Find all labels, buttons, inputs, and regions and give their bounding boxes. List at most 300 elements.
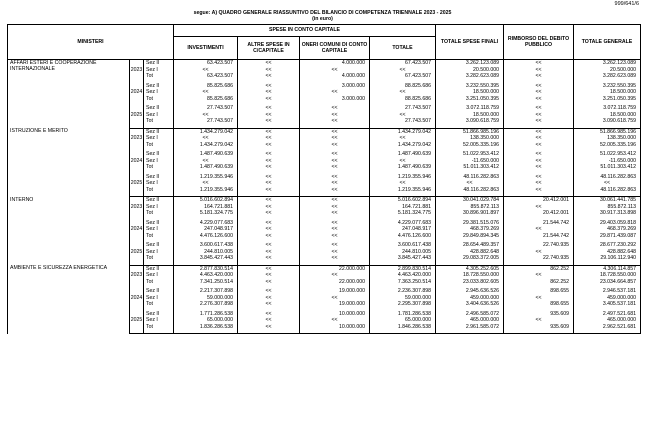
cell-investimenti: 65.000.000 <box>174 317 238 324</box>
cell-oneri-comuni: << <box>300 317 370 324</box>
cell-investimenti: 85.825.686 <box>174 96 238 103</box>
cell-oneri-comuni: << <box>300 89 370 96</box>
cell-totale-spese-finali: 23.033.802.605 <box>436 279 504 286</box>
sezione-label: Sez II <box>144 265 174 272</box>
cell-totale-spese-finali: 138.350.000 <box>436 135 504 142</box>
year-label: 2024 <box>130 83 144 103</box>
cell-oneri-comuni: << <box>300 135 370 142</box>
year-label: 2025 <box>130 311 144 331</box>
cell-altre-spese: << <box>238 89 300 96</box>
sezione-label: Sez I <box>144 89 174 96</box>
cell-oneri-comuni: 4.000.000 <box>300 73 370 80</box>
cell-oneri-comuni: 10.000.000 <box>300 324 370 331</box>
cell-rimborso: 935.609 <box>504 324 574 331</box>
cell-rimborso: << <box>504 83 574 90</box>
cell-totale: 1.219.355.946 <box>370 187 436 194</box>
cell-investimenti: 247.048.917 <box>174 226 238 233</box>
cell-investimenti: 1.487.490.639 <box>174 151 238 158</box>
cell-totale: 164.721.881 <box>370 204 436 211</box>
cell-rimborso: << <box>504 67 574 74</box>
cell-altre-spese: << <box>238 317 300 324</box>
cell-rimborso: << <box>504 89 574 96</box>
cell-totale-spese-finali: 18.728.550.000 <box>436 272 504 279</box>
year-label: 2025 <box>130 242 144 262</box>
cell-totale-spese-finali: 52.005.335.196 <box>436 142 504 149</box>
cell-altre-spese: << <box>238 255 300 262</box>
cell-altre-spese: << <box>238 135 300 142</box>
sezione-label: Sez I <box>144 112 174 119</box>
cell-altre-spese: << <box>238 204 300 211</box>
cell-investimenti: 1.836.286.538 <box>174 324 238 331</box>
cell-oneri-comuni: << <box>300 220 370 227</box>
cell-investimenti: 7.341.250.514 <box>174 279 238 286</box>
cell-rimborso: << <box>504 204 574 211</box>
header-spese-conto-capitale: SPESE IN CONTO CAPITALE <box>174 25 436 37</box>
cell-altre-spese: << <box>238 128 300 135</box>
cell-totale: 5.181.324.775 <box>370 210 436 217</box>
cell-rimborso: << <box>504 272 574 279</box>
cell-rimborso: << <box>504 142 574 149</box>
cell-investimenti: 1.434.279.042 <box>174 142 238 149</box>
sezione-label: Tot <box>144 279 174 286</box>
sezione-label: Tot <box>144 73 174 80</box>
cell-altre-spese: << <box>238 60 300 67</box>
cell-totale-spese-finali: 28.654.489.357 <box>436 242 504 249</box>
cell-totale-spese-finali: 855.872.113 <box>436 204 504 211</box>
cell-rimborso: << <box>504 164 574 171</box>
cell-altre-spese: << <box>238 112 300 119</box>
cell-totale: 1.487.490.639 <box>370 151 436 158</box>
cell-totale-spese-finali: << <box>436 180 504 187</box>
cell-investimenti: 27.743.507 <box>174 105 238 112</box>
ministry-name: AMBIENTE E SICUREZZA ENERGETICA <box>8 265 130 334</box>
cell-totale-spese-finali: 2.945.636.526 <box>436 288 504 295</box>
cell-totale-spese-finali: 51.866.985.196 <box>436 128 504 135</box>
cell-oneri-comuni: << <box>300 197 370 204</box>
sezione-label: Sez II <box>144 83 174 90</box>
sezione-label: Tot <box>144 233 174 240</box>
cell-rimborso: 862.252 <box>504 265 574 272</box>
cell-totale: << <box>370 180 436 187</box>
cell-oneri-comuni: 19.000.000 <box>300 301 370 308</box>
cell-totale: 65.000.000 <box>370 317 436 324</box>
cell-rimborso: 20.412.001 <box>504 197 574 204</box>
year-label: 2024 <box>130 151 144 171</box>
sezione-label: Sez II <box>144 311 174 318</box>
year-label: 2024 <box>130 220 144 240</box>
cell-investimenti: 1.219.355.946 <box>174 187 238 194</box>
cell-totale: << <box>370 135 436 142</box>
cell-rimborso: 20.412.001 <box>504 210 574 217</box>
sezione-label: Sez II <box>144 105 174 112</box>
cell-rimborso: << <box>504 96 574 103</box>
sezione-label: Sez I <box>144 158 174 165</box>
cell-oneri-comuni: << <box>300 67 370 74</box>
table-body <box>8 60 641 334</box>
cell-oneri-comuni: 10.000.000 <box>300 311 370 318</box>
cell-totale-generale: 28.677.230.292 <box>574 242 641 249</box>
cell-altre-spese: << <box>238 105 300 112</box>
cell-investimenti: 63.423.507 <box>174 60 238 67</box>
cell-totale-generale: 48.116.282.863 <box>574 174 641 181</box>
cell-totale-spese-finali: 3.262.123.089 <box>436 60 504 67</box>
sezione-label: Sez I <box>144 295 174 302</box>
cell-totale: 2.295.307.898 <box>370 301 436 308</box>
cell-totale-generale: 52.005.335.196 <box>574 142 641 149</box>
cell-altre-spese: << <box>238 295 300 302</box>
cell-oneri-comuni: 3.000.000 <box>300 96 370 103</box>
year-label: 2024 <box>130 288 144 308</box>
cell-altre-spese: << <box>238 324 300 331</box>
cell-oneri-comuni: << <box>300 142 370 149</box>
cell-altre-spese: << <box>238 180 300 187</box>
header-oneri-comuni: ONERI COMUNI DI CONTO CAPITALE <box>300 37 370 60</box>
cell-totale: 59.000.000 <box>370 295 436 302</box>
table-row <box>8 197 641 204</box>
sezione-label: Tot <box>144 301 174 308</box>
cell-investimenti: 4.476.126.600 <box>174 233 238 240</box>
cell-oneri-comuni: 22.000.000 <box>300 265 370 272</box>
cell-rimborso: << <box>504 317 574 324</box>
cell-oneri-comuni: << <box>300 128 370 135</box>
cell-investimenti: 2.877.830.514 <box>174 265 238 272</box>
page-title <box>0 10 645 22</box>
cell-totale: 1.219.355.946 <box>370 174 436 181</box>
sezione-label: Sez I <box>144 204 174 211</box>
year-label: 2025 <box>130 105 144 125</box>
cell-totale-generale: << <box>574 180 641 187</box>
header-investimenti: INVESTIMENTI <box>174 37 238 60</box>
cell-rimborso: << <box>504 73 574 80</box>
table-row <box>8 265 641 272</box>
cell-totale: 244.810.005 <box>370 249 436 256</box>
cell-totale: 67.423.507 <box>370 60 436 67</box>
cell-totale: 88.825.686 <box>370 83 436 90</box>
cell-investimenti: 1.487.490.639 <box>174 164 238 171</box>
cell-rimborso: << <box>504 151 574 158</box>
cell-investimenti: 85.825.686 <box>174 83 238 90</box>
cell-totale: 3.845.427.443 <box>370 255 436 262</box>
cell-totale-generale: 30.917.313.898 <box>574 210 641 217</box>
cell-totale-generale: 428.882.648 <box>574 249 641 256</box>
cell-totale: 5.016.602.894 <box>370 197 436 204</box>
cell-rimborso: 862.252 <box>504 279 574 286</box>
cell-totale-generale: 3.282.623.089 <box>574 73 641 80</box>
cell-totale: 67.423.507 <box>370 73 436 80</box>
cell-rimborso: << <box>504 180 574 187</box>
sezione-label: Sez I <box>144 272 174 279</box>
cell-altre-spese: << <box>238 187 300 194</box>
cell-altre-spese: << <box>238 164 300 171</box>
cell-altre-spese: << <box>238 83 300 90</box>
cell-totale-generale: -11.650.000 <box>574 158 641 165</box>
cell-rimborso: 898.655 <box>504 301 574 308</box>
cell-altre-spese: << <box>238 151 300 158</box>
sezione-label: Sez II <box>144 242 174 249</box>
cell-totale-spese-finali: 18.500.000 <box>436 89 504 96</box>
cell-rimborso: << <box>504 174 574 181</box>
cell-totale-spese-finali: 3.090.618.759 <box>436 118 504 125</box>
cell-oneri-comuni: << <box>300 112 370 119</box>
ministry-name: INTERNO <box>8 197 130 266</box>
cell-totale: 4.476.126.600 <box>370 233 436 240</box>
cell-oneri-comuni: << <box>300 105 370 112</box>
sezione-label: Tot <box>144 255 174 262</box>
cell-oneri-comuni: << <box>300 295 370 302</box>
header-totale-spese-finali: TOTALE SPESE FINALI <box>436 25 504 60</box>
cell-totale: 2.899.830.514 <box>370 265 436 272</box>
cell-altre-spese: << <box>238 67 300 74</box>
cell-totale-generale: 23.034.664.857 <box>574 279 641 286</box>
cell-rimborso: 935.609 <box>504 311 574 318</box>
cell-investimenti: 27.743.507 <box>174 118 238 125</box>
cell-totale-spese-finali: 30.896.901.897 <box>436 210 504 217</box>
budget-table <box>7 24 641 334</box>
cell-totale-generale: 3.090.618.759 <box>574 118 641 125</box>
cell-investimenti: 59.000.000 <box>174 295 238 302</box>
sezione-label: Tot <box>144 142 174 149</box>
cell-investimenti: 5.181.324.775 <box>174 210 238 217</box>
year-label: 2025 <box>130 174 144 194</box>
cell-totale-spese-finali: 428.882.648 <box>436 249 504 256</box>
cell-totale-generale: 465.000.000 <box>574 317 641 324</box>
cell-totale-spese-finali: 3.072.118.759 <box>436 105 504 112</box>
cell-totale-spese-finali: 2.496.585.072 <box>436 311 504 318</box>
cell-oneri-comuni: 22.000.000 <box>300 279 370 286</box>
cell-rimborso: << <box>504 295 574 302</box>
cell-investimenti: 1.434.279.042 <box>174 128 238 135</box>
cell-totale-generale: 3.262.123.089 <box>574 60 641 67</box>
cell-totale: 247.048.917 <box>370 226 436 233</box>
cell-totale-spese-finali: 468.379.269 <box>436 226 504 233</box>
cell-altre-spese: << <box>238 118 300 125</box>
cell-rimborso: << <box>504 249 574 256</box>
cell-oneri-comuni: << <box>300 272 370 279</box>
cell-investimenti: 1.771.286.538 <box>174 311 238 318</box>
cell-oneri-comuni: 3.000.000 <box>300 83 370 90</box>
cell-totale-generale: 48.116.282.863 <box>574 187 641 194</box>
cell-totale-generale: 3.405.537.181 <box>574 301 641 308</box>
cell-totale-spese-finali: 3.232.550.395 <box>436 83 504 90</box>
cell-oneri-comuni: << <box>300 158 370 165</box>
cell-oneri-comuni: << <box>300 204 370 211</box>
header-rimborso-debito: RIMBORSO DEL DEBITO PUBBLICO <box>504 25 574 60</box>
year-label: 2023 <box>130 265 144 285</box>
cell-totale-generale: 29.106.112.940 <box>574 255 641 262</box>
cell-oneri-comuni: << <box>300 242 370 249</box>
cell-totale-generale: 18.500.000 <box>574 89 641 96</box>
cell-investimenti: 1.219.355.946 <box>174 174 238 181</box>
cell-totale-spese-finali: 51.011.303.412 <box>436 164 504 171</box>
cell-totale-spese-finali: -11.650.000 <box>436 158 504 165</box>
cell-rimborso: 22.740.935 <box>504 242 574 249</box>
cell-totale-spese-finali: 18.500.000 <box>436 112 504 119</box>
cell-totale: 1.487.490.639 <box>370 164 436 171</box>
cell-totale-spese-finali: 30.041.029.784 <box>436 197 504 204</box>
cell-totale-spese-finali: 3.404.636.526 <box>436 301 504 308</box>
cell-oneri-comuni: << <box>300 174 370 181</box>
cell-totale: 1.434.279.042 <box>370 142 436 149</box>
cell-totale-generale: 3.232.550.395 <box>574 83 641 90</box>
cell-totale: 88.825.686 <box>370 96 436 103</box>
cell-altre-spese: << <box>238 174 300 181</box>
cell-totale-spese-finali: 48.116.282.863 <box>436 174 504 181</box>
sezione-label: Sez II <box>144 151 174 158</box>
cell-oneri-comuni: << <box>300 233 370 240</box>
cell-totale-generale: 29.403.059.818 <box>574 220 641 227</box>
header-altre-spese: ALTRE SPESE IN C/CAPITALE <box>238 37 300 60</box>
cell-totale: 27.743.507 <box>370 105 436 112</box>
cell-investimenti: 2.276.307.898 <box>174 301 238 308</box>
cell-totale-spese-finali: 4.305.252.605 <box>436 265 504 272</box>
cell-totale-spese-finali: 459.000.000 <box>436 295 504 302</box>
table-row <box>8 128 641 135</box>
cell-rimborso: 21.544.742 <box>504 233 574 240</box>
cell-totale-generale: 2.946.537.181 <box>574 288 641 295</box>
cell-rimborso: << <box>504 187 574 194</box>
cell-investimenti: 5.016.602.894 <box>174 197 238 204</box>
cell-totale-spese-finali: 29.849.894.345 <box>436 233 504 240</box>
cell-oneri-comuni: << <box>300 210 370 217</box>
cell-investimenti: << <box>174 89 238 96</box>
ministry-name: AFFARI ESTERI E COOPERAZIONE INTERNAZIONALE <box>8 60 130 129</box>
cell-investimenti: 4.463.420.000 <box>174 272 238 279</box>
sezione-label: Sez I <box>144 226 174 233</box>
title-text: segue: A) QUADRO GENERALE RIASSUNTIVO DEL BILANCIO DI COMPETENZA TRIENNALE 2023 - 2025 <box>193 10 452 16</box>
cell-investimenti: << <box>174 135 238 142</box>
cell-investimenti: 4.229.077.683 <box>174 220 238 227</box>
header-totale-generale: TOTALE GENERALE <box>574 25 641 60</box>
sezione-label: Sez I <box>144 180 174 187</box>
cell-rimborso: << <box>504 118 574 125</box>
cell-oneri-comuni: 4.000.000 <box>300 60 370 67</box>
cell-totale: 1.846.286.538 <box>370 324 436 331</box>
cell-rimborso: 22.740.935 <box>504 255 574 262</box>
cell-totale-generale: 18.728.550.000 <box>574 272 641 279</box>
sezione-label: Sez I <box>144 135 174 142</box>
cell-oneri-comuni: << <box>300 164 370 171</box>
cell-totale: << <box>370 158 436 165</box>
cell-totale: 4.229.077.683 <box>370 220 436 227</box>
cell-rimborso: << <box>504 105 574 112</box>
cell-oneri-comuni: << <box>300 255 370 262</box>
sezione-label: Sez I <box>144 67 174 74</box>
cell-totale: 2.236.307.898 <box>370 288 436 295</box>
cell-totale: << <box>370 89 436 96</box>
cell-totale-generale: 138.350.000 <box>574 135 641 142</box>
cell-investimenti: 63.423.507 <box>174 73 238 80</box>
cell-altre-spese: << <box>238 73 300 80</box>
year-label: 2023 <box>130 128 144 148</box>
cell-totale-generale: 30.061.441.785 <box>574 197 641 204</box>
cell-investimenti: << <box>174 158 238 165</box>
cell-rimborso: 898.655 <box>504 288 574 295</box>
sezione-label: Sez II <box>144 197 174 204</box>
sezione-label: Sez II <box>144 128 174 135</box>
cell-totale-generale: 51.866.985.196 <box>574 128 641 135</box>
sezione-label: Sez I <box>144 317 174 324</box>
cell-oneri-comuni: << <box>300 151 370 158</box>
cell-totale-generale: 18.500.000 <box>574 112 641 119</box>
cell-altre-spese: << <box>238 233 300 240</box>
subtitle-text: (in euro) <box>312 16 333 22</box>
cell-totale-spese-finali: 29.381.515.076 <box>436 220 504 227</box>
cell-altre-spese: << <box>238 96 300 103</box>
cell-altre-spese: << <box>238 210 300 217</box>
cell-totale-generale: 4.306.114.857 <box>574 265 641 272</box>
sezione-label: Tot <box>144 164 174 171</box>
cell-totale-generale: 3.251.050.395 <box>574 96 641 103</box>
cell-rimborso: << <box>504 158 574 165</box>
cell-investimenti: 3.600.617.438 <box>174 242 238 249</box>
cell-totale: 1.434.279.042 <box>370 128 436 135</box>
year-label: 2023 <box>130 60 144 80</box>
cell-totale-spese-finali: 29.083.372.005 <box>436 255 504 262</box>
cell-totale: << <box>370 67 436 74</box>
cell-rimborso: << <box>504 226 574 233</box>
cell-totale-generale: 468.379.269 <box>574 226 641 233</box>
cell-totale-generale: 2.497.521.681 <box>574 311 641 318</box>
cell-rimborso: << <box>504 112 574 119</box>
cell-totale-generale: 20.500.000 <box>574 67 641 74</box>
cell-altre-spese: << <box>238 197 300 204</box>
cell-totale: 27.743.507 <box>370 118 436 125</box>
cell-oneri-comuni: 19.000.000 <box>300 288 370 295</box>
cell-altre-spese: << <box>238 226 300 233</box>
page-code: 999/641/6 <box>614 1 639 7</box>
cell-totale-generale: 855.872.113 <box>574 204 641 211</box>
cell-oneri-comuni: << <box>300 187 370 194</box>
header-ministeri: MINISTERI <box>8 25 174 60</box>
sezione-label: Sez II <box>144 288 174 295</box>
cell-totale: 4.463.420.000 <box>370 272 436 279</box>
sezione-label: Sez II <box>144 174 174 181</box>
cell-investimenti: 2.217.307.898 <box>174 288 238 295</box>
cell-altre-spese: << <box>238 142 300 149</box>
year-label: 2023 <box>130 197 144 217</box>
cell-altre-spese: << <box>238 220 300 227</box>
cell-altre-spese: << <box>238 301 300 308</box>
cell-totale: 1.781.286.538 <box>370 311 436 318</box>
cell-altre-spese: << <box>238 249 300 256</box>
cell-oneri-comuni: << <box>300 180 370 187</box>
cell-totale-spese-finali: 2.961.585.072 <box>436 324 504 331</box>
cell-totale: 3.600.617.438 <box>370 242 436 249</box>
cell-totale-spese-finali: 3.282.623.089 <box>436 73 504 80</box>
table-header <box>8 25 641 60</box>
cell-investimenti: 244.810.005 <box>174 249 238 256</box>
cell-altre-spese: << <box>238 288 300 295</box>
cell-totale-spese-finali: 51.022.953.412 <box>436 151 504 158</box>
cell-oneri-comuni: << <box>300 226 370 233</box>
ministry-name: ISTRUZIONE E MERITO <box>8 128 130 197</box>
cell-oneri-comuni: << <box>300 249 370 256</box>
cell-altre-spese: << <box>238 265 300 272</box>
cell-totale-spese-finali: 3.251.050.395 <box>436 96 504 103</box>
sezione-label: Tot <box>144 118 174 125</box>
cell-oneri-comuni: << <box>300 118 370 125</box>
cell-totale-generale: 51.022.953.412 <box>574 151 641 158</box>
cell-investimenti: << <box>174 112 238 119</box>
sezione-label: Sez II <box>144 220 174 227</box>
cell-totale: 7.363.250.514 <box>370 279 436 286</box>
cell-altre-spese: << <box>238 311 300 318</box>
cell-totale-generale: 459.000.000 <box>574 295 641 302</box>
cell-altre-spese: << <box>238 272 300 279</box>
cell-rimborso: << <box>504 128 574 135</box>
cell-altre-spese: << <box>238 158 300 165</box>
sezione-label: Tot <box>144 210 174 217</box>
